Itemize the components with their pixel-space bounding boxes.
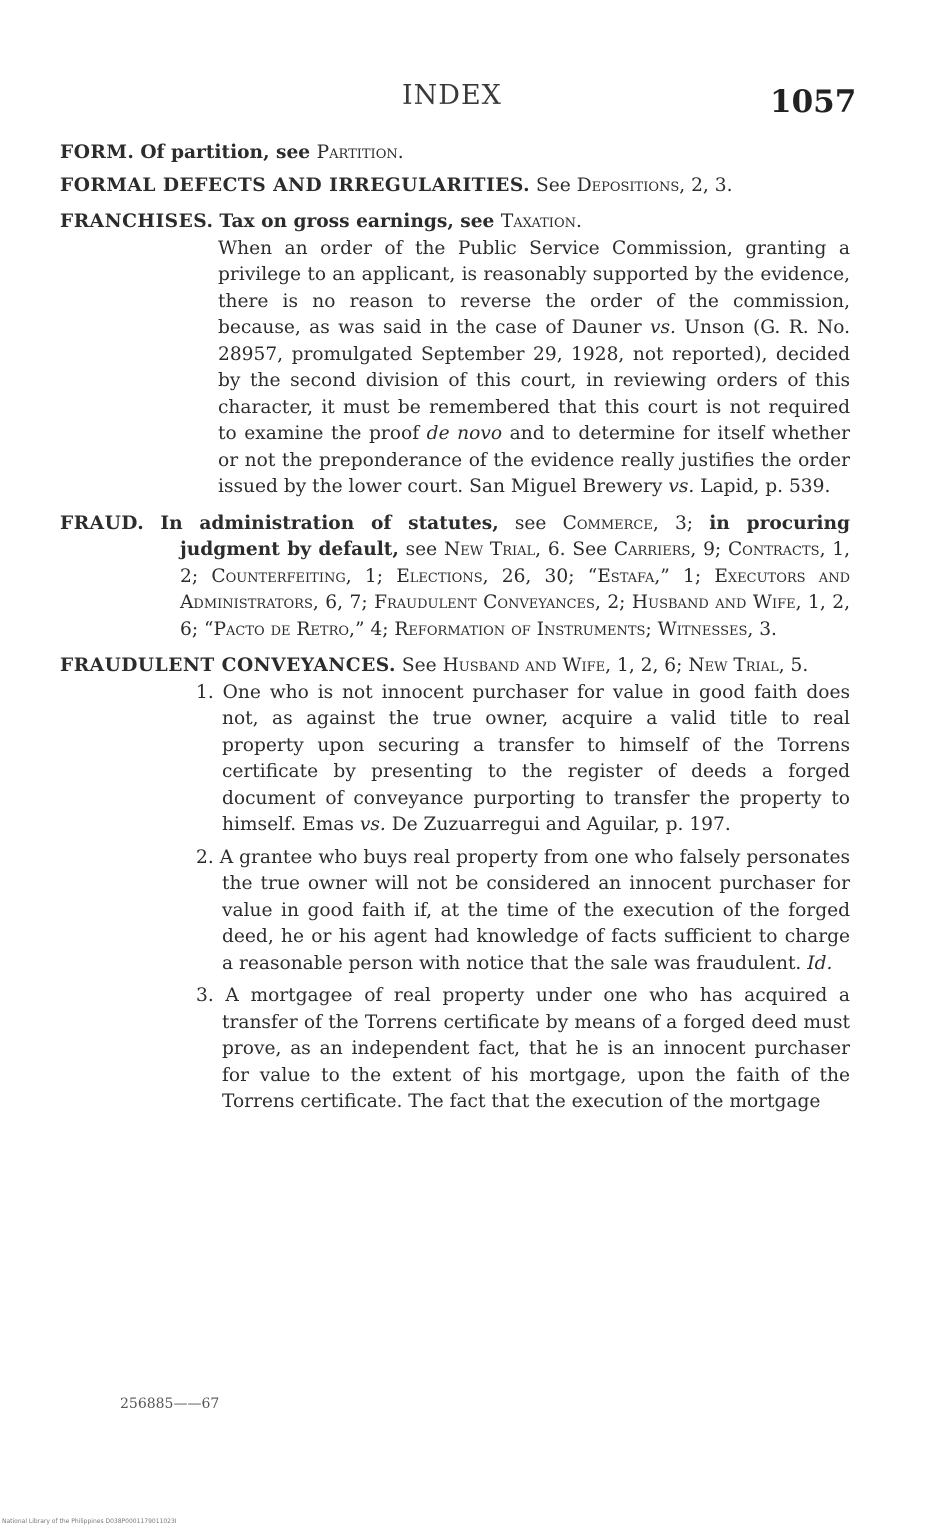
cross-reference: Husband and Wife — [631, 592, 796, 613]
entry-heading: FORM. — [60, 142, 135, 163]
item-italic: vs. — [359, 814, 386, 835]
entry-text: see — [498, 512, 563, 534]
item-text: 2. A grantee who buys real property from one who falsely personates the true owner will not be considered an innocent purchaser for value in good faith if, at the time of the execution of the forged deed, he or his agent had knowledge of facts sufficient to charge a reasonable person with notice that the sale was fraudulent. — [196, 846, 850, 974]
cross-reference: Counterfeiting — [211, 565, 346, 587]
printer-signature: 256885——67 — [120, 1396, 220, 1412]
cross-reference: Depositions — [576, 174, 680, 196]
entry-text: see — [398, 539, 444, 560]
entry-fraud-line — [60, 511, 850, 644]
entry-fraudulent-conveyances — [60, 653, 850, 1116]
entry-text: , 6, 7; — [312, 592, 375, 613]
entry-text: , 6. See — [535, 539, 614, 560]
entry-text: , 5. — [778, 655, 809, 676]
cross-reference: New Trial — [443, 539, 536, 560]
entry-formal-defects — [60, 173, 850, 200]
entry-heading: FRAUDULENT CONVEYANCES. — [60, 655, 396, 676]
entry-form — [60, 140, 850, 167]
cross-reference: Partition — [316, 142, 398, 163]
cross-reference: Commerce — [562, 512, 653, 534]
page-number: 1057 — [770, 84, 857, 120]
entry-fraud — [60, 511, 850, 644]
cross-reference: Reformation of Instruments — [394, 618, 646, 640]
entry-text: , 3; — [652, 512, 710, 534]
entry-text: , 26, 30; “ — [482, 565, 598, 587]
entry-formal-line — [60, 173, 850, 200]
entry-text: , 1, 2, 6; “ — [180, 592, 850, 640]
body-italic: vs. — [668, 476, 695, 497]
entry-franchises-body — [60, 236, 850, 501]
body-text: Unson (G. R. No. 28957, promulgated September 29, 1928, not reported), decided by the second division of this court, in reviewing orders of this character, it must be remembered that this court is not required to examine the proof — [218, 317, 851, 444]
entry-text: in procuring judgment by default, — [180, 512, 850, 560]
entry-text: , 9; — [690, 539, 728, 560]
cross-reference: Estafa — [597, 565, 655, 587]
list-item — [60, 680, 850, 839]
item-italic: Id. — [807, 952, 833, 974]
body-text: Lapid, p. 539. — [694, 476, 831, 497]
entry-text: , 3. — [747, 618, 777, 640]
body-text: and to determine for itself whether or not the preponderance of the evidence really justifies the order issued by the lower court. San Miguel Brewery — [218, 423, 851, 497]
body-italic: de novo — [426, 423, 503, 444]
entry-text: , 2; — [594, 592, 632, 613]
cross-reference: New Trial — [688, 655, 779, 676]
cross-reference: Fraudulent Conveyances — [374, 592, 595, 613]
entry-fraudulent-line — [60, 653, 850, 680]
cross-reference: Elections — [396, 565, 483, 587]
item-text: 1. One who is not innocent purchaser for value in good faith does not, as against the true owner, acquire a valid title to real property upon securing a transfer to himself of the Torrens certificate by presenting to the register of deeds a forged document of conveyance purporting to transfer the property to himself. Emas — [196, 681, 850, 835]
cross-reference: Pacto de Retro — [213, 618, 350, 640]
entry-heading: FORMAL DEFECTS AND IRREGULARITIES. — [60, 174, 531, 196]
cross-reference: Witnesses — [657, 618, 748, 640]
entry-text: ; — [645, 618, 658, 640]
entry-franchises — [60, 209, 850, 501]
cross-reference: Contracts — [727, 539, 820, 560]
body-italic: vs. — [649, 317, 676, 338]
entry-text: Tax on gross earnings, see — [219, 211, 501, 232]
entry-text: See — [530, 174, 577, 196]
entry-franchises-line — [60, 209, 850, 236]
entry-text: ,” 1; — [654, 565, 715, 587]
cross-reference: Carriers — [613, 539, 691, 560]
index-entries — [60, 140, 850, 1116]
entry-form-line — [60, 140, 850, 167]
list-item — [60, 845, 850, 978]
entry-end: . — [575, 211, 582, 232]
entry-text: , 1, 2, 6; — [605, 655, 689, 676]
item-text: De Zuzuarregui and Aguilar, p. 197. — [385, 814, 731, 835]
cross-reference: Taxation — [500, 211, 576, 232]
entry-text: , 1; — [345, 565, 397, 587]
entry-text: , 1, 2; — [180, 539, 850, 587]
cross-reference: Executors and Administrators — [180, 565, 850, 613]
item-text: 3. A mortgagee of real property under one who has acquired a transfer of the Torrens certificate by means of a forged deed must prove, as an independent fact, that he is an innocent purchaser for value to the extent of his mortgage, upon the faith of the Torrens certificate. The fact that the execution of the mortgage — [196, 985, 850, 1112]
entry-text: In administration of statutes, — [160, 512, 499, 534]
entry-text: ,” 4; — [349, 618, 395, 640]
entry-text: See — [396, 655, 443, 676]
page-title: INDEX — [402, 80, 502, 111]
entry-text: Of partition, see — [140, 142, 317, 163]
library-imprint: National Library of the Philippines D038P0001179011023I — [2, 1518, 177, 1525]
list-item — [60, 983, 850, 1116]
entry-heading: FRANCHISES. — [60, 211, 214, 232]
running-head — [0, 80, 934, 120]
entry-end: . — [397, 142, 404, 163]
cross-reference: Husband and Wife — [442, 655, 606, 676]
body-text: When an order of the Public Service Commission, granting a privilege to an applicant, is reasonably supported by the evidence, there is no reason to reverse the order of the commission, because, as was said in the case of Dauner — [218, 237, 850, 338]
entry-heading: FRAUD. — [60, 512, 145, 534]
entry-end: , 2, 3. — [679, 174, 733, 196]
